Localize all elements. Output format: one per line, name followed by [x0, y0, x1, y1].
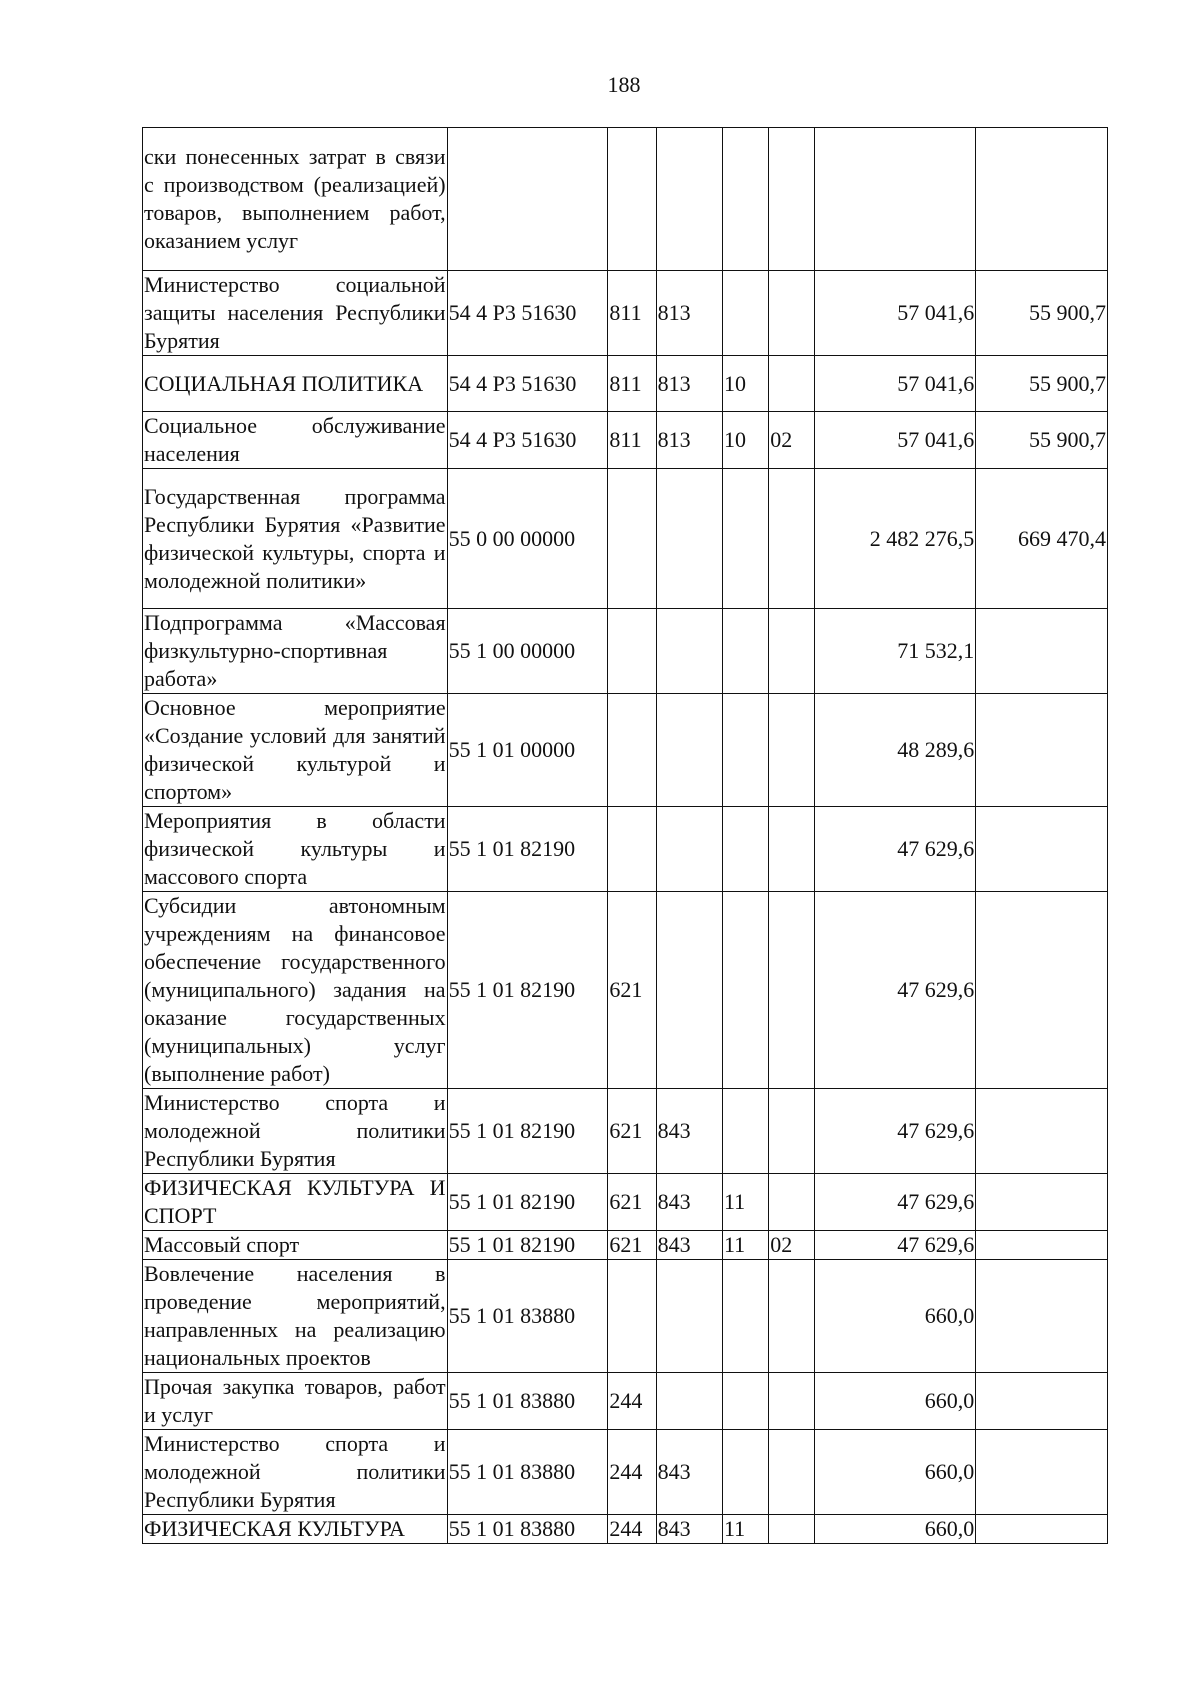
row-sum2: 669 470,4: [976, 469, 1108, 609]
row-name: Министерство социальной защиты населения Республики Бурятия: [143, 271, 448, 356]
row-sum2: [976, 609, 1108, 694]
row-vr: [608, 609, 656, 694]
row-sum2: [976, 1373, 1108, 1430]
row-code: 55 1 01 82190: [447, 892, 608, 1089]
row-name: ФИЗИЧЕСКАЯ КУЛЬТУРА: [143, 1515, 448, 1544]
row-name: Подпрограмма «Массовая физкультурно-спортивная работа»: [143, 609, 448, 694]
table-row: [143, 128, 1108, 271]
row-rz: [723, 128, 769, 271]
row-sum2: [976, 1089, 1108, 1174]
row-name: Министерство спорта и молодежной политики Республики Бурятия: [143, 1430, 448, 1515]
row-sum2: [976, 807, 1108, 892]
row-rz: [723, 1089, 769, 1174]
row-sum1: 57 041,6: [815, 412, 976, 469]
row-grbs: [656, 694, 722, 807]
row-sum1: 660,0: [815, 1260, 976, 1373]
row-vr: 244: [608, 1373, 656, 1430]
row-sum1: 660,0: [815, 1430, 976, 1515]
row-rz: [723, 271, 769, 356]
row-vr: 811: [608, 412, 656, 469]
row-code: 55 1 01 00000: [447, 694, 608, 807]
row-pr: [769, 694, 815, 807]
row-grbs: 813: [656, 412, 722, 469]
row-code: 55 1 00 00000: [447, 609, 608, 694]
row-code: 55 1 01 82190: [447, 1231, 608, 1260]
table-row: [143, 412, 1108, 469]
row-code: 55 1 01 83880: [447, 1373, 608, 1430]
row-vr: [608, 1260, 656, 1373]
row-grbs: [656, 469, 722, 609]
row-name: СОЦИАЛЬНАЯ ПОЛИТИКА: [143, 356, 448, 412]
row-grbs: 843: [656, 1231, 722, 1260]
page-number: 188: [607, 72, 641, 97]
row-sum1: 71 532,1: [815, 609, 976, 694]
row-sum2: [976, 892, 1108, 1089]
row-rz: 10: [723, 356, 769, 412]
row-name: ФИЗИЧЕСКАЯ КУЛЬТУРА И СПОРТ: [143, 1174, 448, 1231]
row-pr: 02: [769, 412, 815, 469]
row-rz: [723, 1430, 769, 1515]
row-code: [447, 128, 608, 271]
row-pr: [769, 356, 815, 412]
row-vr: 811: [608, 271, 656, 356]
row-sum1: 57 041,6: [815, 356, 976, 412]
row-pr: [769, 1515, 815, 1544]
row-code: 55 1 01 83880: [447, 1515, 608, 1544]
row-sum1: 47 629,6: [815, 1089, 976, 1174]
row-sum1: 2 482 276,5: [815, 469, 976, 609]
row-vr: 621: [608, 1174, 656, 1231]
row-name: Основное мероприятие «Создание условий для занятий физической культурой и спортом»: [143, 694, 448, 807]
row-sum2: 55 900,7: [976, 412, 1108, 469]
row-grbs: 843: [656, 1515, 722, 1544]
row-sum2: [976, 128, 1108, 271]
row-code: 55 1 01 83880: [447, 1260, 608, 1373]
row-sum1: 660,0: [815, 1515, 976, 1544]
row-vr: 621: [608, 1089, 656, 1174]
table-row: [143, 892, 1108, 1089]
row-pr: [769, 1430, 815, 1515]
row-name: Массовый спорт: [143, 1231, 448, 1260]
row-vr: [608, 128, 656, 271]
row-name: ски понесенных затрат в связи с производством (реализацией) товаров, выполнением работ, оказанием услуг: [143, 128, 448, 271]
row-code: 55 1 01 83880: [447, 1430, 608, 1515]
row-grbs: [656, 1373, 722, 1430]
row-rz: [723, 609, 769, 694]
row-pr: [769, 271, 815, 356]
row-grbs: [656, 807, 722, 892]
table-row: [143, 469, 1108, 609]
row-name: Прочая закупка товаров, работ и услуг: [143, 1373, 448, 1430]
table-row: [143, 1089, 1108, 1174]
row-code: 55 0 00 00000: [447, 469, 608, 609]
row-pr: [769, 128, 815, 271]
row-grbs: [656, 892, 722, 1089]
row-grbs: 813: [656, 271, 722, 356]
row-grbs: [656, 128, 722, 271]
row-code: 55 1 01 82190: [447, 807, 608, 892]
table-row: [143, 1231, 1108, 1260]
row-rz: [723, 469, 769, 609]
row-sum1: 47 629,6: [815, 1174, 976, 1231]
row-sum2: [976, 1260, 1108, 1373]
row-name: Мероприятия в области физической культуры и массового спорта: [143, 807, 448, 892]
row-name: Субсидии автономным учреждениям на финансовое обеспечение государственного (муниципального) задания на оказание государственных (муниципальных) услуг (выполнение работ): [143, 892, 448, 1089]
table-row: [143, 1174, 1108, 1231]
row-rz: [723, 892, 769, 1089]
row-grbs: 843: [656, 1089, 722, 1174]
row-vr: 811: [608, 356, 656, 412]
row-sum1: 660,0: [815, 1373, 976, 1430]
row-name: Вовлечение населения в проведение мероприятий, направленных на реализацию национальных проектов: [143, 1260, 448, 1373]
row-code: 54 4 P3 51630: [447, 412, 608, 469]
row-name: Социальное обслуживание населения: [143, 412, 448, 469]
row-vr: [608, 469, 656, 609]
row-name: Государственная программа Республики Бурятия «Развитие физической культуры, спорта и молодежной политики»: [143, 469, 448, 609]
row-rz: 11: [723, 1515, 769, 1544]
row-name: Министерство спорта и молодежной политики Республики Бурятия: [143, 1089, 448, 1174]
row-sum1: 47 629,6: [815, 807, 976, 892]
row-pr: [769, 892, 815, 1089]
table-row: [143, 1373, 1108, 1430]
row-pr: [769, 807, 815, 892]
row-sum1: [815, 128, 976, 271]
row-sum2: [976, 1430, 1108, 1515]
row-sum1: 47 629,6: [815, 1231, 976, 1260]
table-row: [143, 807, 1108, 892]
row-sum1: 57 041,6: [815, 271, 976, 356]
row-code: 55 1 01 82190: [447, 1174, 608, 1231]
row-grbs: 813: [656, 356, 722, 412]
row-pr: [769, 1373, 815, 1430]
table-row: [143, 694, 1108, 807]
row-vr: [608, 694, 656, 807]
row-pr: [769, 1174, 815, 1231]
row-pr: [769, 469, 815, 609]
row-sum2: [976, 1174, 1108, 1231]
row-rz: 10: [723, 412, 769, 469]
row-vr: 244: [608, 1430, 656, 1515]
row-rz: [723, 1260, 769, 1373]
row-vr: [608, 807, 656, 892]
row-sum2: 55 900,7: [976, 271, 1108, 356]
row-sum2: [976, 694, 1108, 807]
row-sum2: [976, 1231, 1108, 1260]
table-row: [143, 356, 1108, 412]
table-row: [143, 609, 1108, 694]
table-row: [143, 1260, 1108, 1373]
row-grbs: [656, 1260, 722, 1373]
row-sum2: 55 900,7: [976, 356, 1108, 412]
budget-table: [142, 127, 1108, 1544]
row-pr: [769, 1260, 815, 1373]
table-row: [143, 1430, 1108, 1515]
row-code: 54 4 P3 51630: [447, 356, 608, 412]
row-pr: [769, 1089, 815, 1174]
row-sum2: [976, 1515, 1108, 1544]
row-vr: 621: [608, 1231, 656, 1260]
row-rz: [723, 807, 769, 892]
row-sum1: 47 629,6: [815, 892, 976, 1089]
row-rz: 11: [723, 1231, 769, 1260]
row-code: 55 1 01 82190: [447, 1089, 608, 1174]
row-vr: 244: [608, 1515, 656, 1544]
row-grbs: 843: [656, 1430, 722, 1515]
row-grbs: 843: [656, 1174, 722, 1231]
row-vr: 621: [608, 892, 656, 1089]
row-pr: [769, 609, 815, 694]
row-sum1: 48 289,6: [815, 694, 976, 807]
row-code: 54 4 P3 51630: [447, 271, 608, 356]
row-rz: [723, 1373, 769, 1430]
row-pr: 02: [769, 1231, 815, 1260]
table-row: [143, 1515, 1108, 1544]
table-row: [143, 271, 1108, 356]
row-grbs: [656, 609, 722, 694]
row-rz: 11: [723, 1174, 769, 1231]
row-rz: [723, 694, 769, 807]
